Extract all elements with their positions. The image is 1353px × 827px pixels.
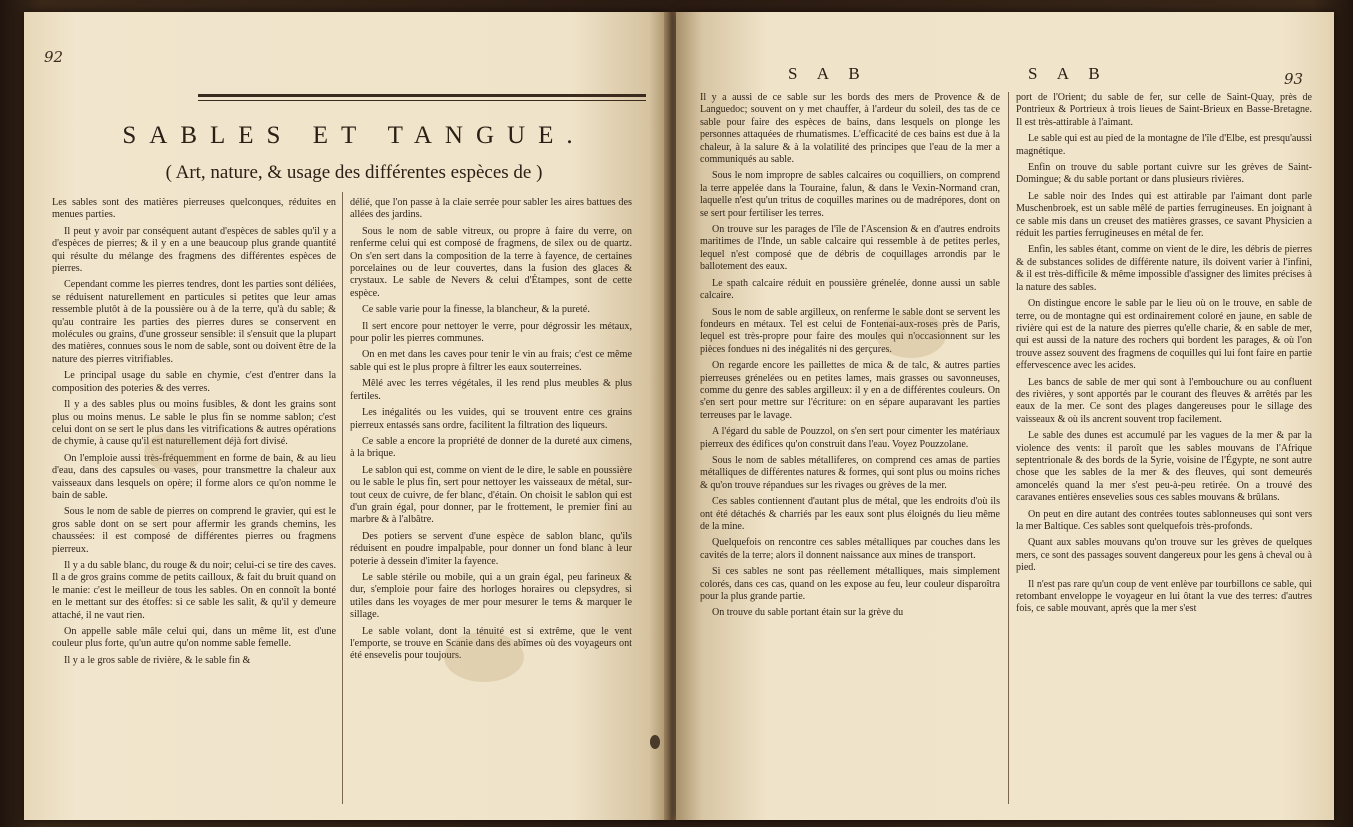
running-head-left: S A B — [788, 64, 868, 83]
paragraph: A l'égard du sable de Pouzzol, on s'en sert pour cimenter les matériaux pierreux des édifices qu'on construit dans l'eau. Voyez Pouzzolane. — [700, 426, 1000, 450]
paragraph: Le sable noir des Indes qui est attirable par l'aimant dont parle Muschenbroek, est un sable mêlé de parties ferrugineuses. En joignant à ce sable mis dans un creuset des matières grasses, ce savant Physicien a réduit les parties ferrugineuses en métal de fer. — [1016, 190, 1312, 240]
paragraph: On trouve du sable portant étain sur la grève du — [712, 607, 904, 619]
paragraph: Sous le nom de sables métalliferes, on comprend ces amas de parties métalliques de différentes natures & formes, qui sont plus ou moins riches & qu'on trouve répandues sur les rivages ou grèves de la mer. — [700, 454, 1000, 491]
paper-stain — [444, 632, 524, 682]
paragraph: On trouve sur les parages de l'île de l'Ascension & en d'autres endroits maritimes de l'Inde, un sable calcaire qui ressemble à de petites perles, lequel n'est composé que de débris de coquillages arrondis par le ballotement des eaux. — [700, 224, 1000, 273]
column-divider — [342, 192, 343, 804]
right-column-2 — [1016, 92, 1312, 620]
paragraph: Il y a le gros sable de rivière, & le sable fin & — [64, 654, 251, 666]
header-rule-thin — [198, 100, 646, 101]
paragraph: Si ces sables ne sont pas réellement métalliques, mais simplement colorés, dans ces cas, quand on les expose au feu, leur couleur disparoîtra pour la plus grande partie. — [700, 566, 1000, 603]
paragraph: Sous le nom de sable argilleux, on renferme le sable dont se servent les fondeurs en métaux. Tel est celui de Fontenai-aux-roses près de Paris, lequel est très-propre pour faire des moules qui n'occasionnent sur les pièces fondues ni des inégalités ni des gerçures. — [700, 306, 1000, 355]
article-title: SABLES ET TANGUE. — [122, 122, 586, 149]
paragraph: On appelle sable mâle celui qui, dans un même lit, est d'une couleur plus forte, qu'un autre qu'on nomme sable femelle. — [52, 626, 336, 650]
paragraph: Il peut y avoir par conséquent autant d'espèces de sables qu'il y a d'espèces de pierres; & il y en a une beaucoup plus grande quantité qui résulte du mélange des fragmens des différentes espèces de pierres. — [52, 225, 336, 275]
paragraph: Des potiers se servent d'une espèce de sablon blanc, qu'ils réduisent en poudre impalpable, pour donner un fond blanc à leur poterie à dessein d'imiter la fayence. — [350, 530, 632, 567]
paragraph: délié, que l'on passe à la claie serrée pour sabler les aires battues des allées des jardins. — [350, 197, 632, 221]
paragraph: On distingue encore le sable par le lieu où on le trouve, en sable de terre, ou de montagne qui est ordinairement coloré en jaune, en sable de rivière qui est de la nature des pierres qu'elle charie, & en sable de mer, qui est aussi de la nature des rochers qui bordent les parages, & où l'on trouve assez souvent des fragmens de coquilles qui lui font faire en partie effervescence avec les acides. — [1016, 298, 1312, 372]
paragraph: Il y a des sables plus ou moins fusibles, & dont les grains sont plus ou moins menus. Le sable le plus fin se nomme sablon; c'est celui dont on se sert le plus dans les vitrifications & autres opérations de chymie, à cause qu'il est naturellement déjà fort divisé. — [52, 399, 336, 448]
paragraph: On l'emploie aussi très-fréquemment en forme de bain, & au lieu d'eau, dans des capsules ou vases, pour transmettre la chaleur aux vaisseaux dans lesquels on opère; il forme alors ce qu'on nomme le bain de sable. — [52, 452, 336, 501]
paragraph: Quelquefois on rencontre ces sables métalliques par couches dans les cavités de la terre; alors il donnent naissance aux mines de transport. — [700, 537, 1000, 561]
running-head-right: S A B — [1028, 64, 1108, 83]
left-column-2 — [350, 197, 632, 667]
paragraph: Les sables sont des matières pierreuses quelconques, réduites en menues parties. — [52, 197, 336, 221]
right-page-number: 93 — [1284, 70, 1304, 88]
paragraph: Il n'est pas rare qu'un coup de vent enlève par tourbillons ce sable, qui retombant enveloppe le voyageur en lui ôtant la vue des terres: d'autres fois, ce sable mouvant, après que la mer s'est — [1016, 578, 1312, 615]
left-page-number: 92 — [44, 48, 64, 66]
left-page — [24, 12, 668, 820]
paragraph: Sous le nom de sable vitreux, ou propre à faire du verre, on renferme celui qui est composé de fragmens, de silex ou de quartz. On s'en sert dans la composition de la terre à fayence, de certaines porcelaines ou de leur couvertes, dans la fusion des glaces & crystaux. Le sable de Nevers & celui d'Étampes, sont de cette espèce. — [350, 225, 632, 299]
paragraph: Enfin, les sables étant, comme on vient de le dire, les débris de pierres & de substances solides de différente nature, ils doivent varier à l'infini, & il est très-difficile & même impossible d'assigner des limites précises à la nature des sables. — [1016, 244, 1312, 293]
paper-stain — [876, 312, 946, 358]
paragraph: Les inégalités ou les vuides, qui se trouvent entre ces grains pierreux entassés sans ordre, facilitent la filtration des liqueurs. — [350, 407, 632, 431]
column-divider — [1008, 92, 1009, 804]
paragraph: Le principal usage du sable en chymie, c'est d'entrer dans la composition des poteries & des verres. — [52, 370, 336, 394]
paragraph: Mêlé avec les terres végétales, il les rend plus meubles & plus fertiles. — [350, 378, 632, 402]
paragraph: Cependant comme les pierres tendres, dont les parties sont déliées, se réduisent naturellement en particules si petites que leur amas ressemble plutôt à de la poussière ou à de la terre, qu'à du sable; & qu'au contraire les parties des pierres dures se conservent en molécules ou grains, d'une grosseur sensible: il s'ensuit que la plupart des matières, connues sous le nom de sable, sont ou doivent être de la nature des pierres vitrifiables. — [52, 279, 336, 365]
paragraph: Les bancs de sable de mer qui sont à l'embouchure ou au confluent des rivières, y sont apportés par le courant des fleuves & arrêtés par les eaux de la mer. Ce sont des plages dangereuses pour le sillage des vaisseaux & où ils ancrent souvent trop facilement. — [1016, 376, 1312, 425]
paragraph: On en met dans les caves pour tenir le vin au frais; c'est ce même sable qui est le plus propre à filtrer les eaux souterreines. — [350, 349, 632, 373]
paragraph: Le sable stérile ou mobile, qui a un grain égal, peu farineux & dur, s'emploie pour faire des horloges horaires ou clepsydres, si utiles dans les voyages de mer pour mesurer le tems & marquer le sillage. — [350, 571, 632, 621]
paper-stain — [144, 432, 204, 472]
paragraph: Sous le nom impropre de sables calcaires ou coquilliers, on comprend la terre appelée dans la Touraine, falun, & dans le Vexin-Normand cran, laquelle n'est qu'un tritus de coquilles marines ou de madrépores, dont on se sert pour fertiliser les terres. — [700, 170, 1000, 219]
paragraph: On regarde encore les paillettes de mica & de talc, & autres parties pierreuses grénelées ou en petites lames, mais grasses ou savonneuses, comme du genre des sables argilleux: il y en a de différentes couleurs. On s'en sert pour mettre sur l'écriture: on en sépare auparavant les parties terreuses par le lavage. — [700, 360, 1000, 421]
paragraph: Quant aux sables mouvans qu'on trouve sur les grèves de quelques mers, ce sont des passages souvent dangereux pour les gens à cheval ou à pied. — [1016, 537, 1312, 574]
paragraph: Il sert encore pour nettoyer le verre, pour dégrossir les métaux, pour polir les pierres communes. — [350, 320, 632, 345]
article-subtitle: ( Art, nature, & usage des différentes espèces de ) — [165, 162, 543, 183]
paragraph: port de l'Orient; du sable de fer, sur celle de Saint-Quay, près de Pontrieux & Portrieux à trois lieues de Saint-Brieux en Basse-Bretagne. Il est très-attirable à l'aimant. — [1016, 92, 1312, 128]
left-column-1 — [52, 197, 336, 671]
paragraph: Ce sable a encore la propriété de donner de la dureté aux cimens, à la brique. — [350, 435, 632, 460]
paragraph: Ces sables contiennent d'autant plus de métal, que les endroits d'où ils ont été détachés & charriés par les eaux sont plus éloignés du lieu même de la mine. — [700, 496, 1000, 532]
paragraph: Le sablon qui est, comme on vient de le dire, le sable en poussière ou le sable le plus fin, sert pour nettoyer les vaisseaux de métal, sur-tout ceux de cuivre, de fer blanc, d'étain. On choisit le sablon qui est d'un grain égal, pour donner, par le frottement, le premier fini au marbre & à l'albâtre. — [350, 464, 632, 526]
paragraph: On peut en dire autant des contrées toutes sablonneuses qui sont vers la mer Baltique. Ces sables sont quelquefois très-profonds. — [1016, 508, 1312, 532]
paragraph: Le sable qui est au pied de la montagne de l'île d'Elbe, est presqu'aussi magnétique. — [1016, 133, 1312, 157]
right-column-1 — [700, 92, 1000, 624]
paragraph: Il y a du sable blanc, du rouge & du noir; celui-ci se tire des caves. Il a de gros grains comme de petits cailloux, & fait du bruit quand on le manie: c'est le meilleur de tous les sables. On en connoît la bonté en le mettant sur des étoffes: si ce sable les salit, & qu'il y demeure attaché, il ne vaut rien. — [52, 559, 336, 621]
paragraph: Enfin on trouve du sable portant cuivre sur les grèves de Saint-Domingue; & du sable portant or dans plusieurs rivières. — [1016, 162, 1312, 186]
thumb-mark — [650, 735, 660, 749]
paragraph: Sous le nom de sable de pierres on comprend le gravier, qui est le gros sable dont on se sert pour affermir les grands chemins, les chaussées: il est composé de différentes pierres ou fragmens pierreux. — [52, 506, 336, 555]
paragraph: Ce sable varie pour la finesse, la blancheur, & la pureté. — [362, 304, 590, 316]
right-page — [676, 12, 1334, 820]
paragraph: Le sable volant, dont la ténuité est si extrême, que le vent l'emporte, se trouve en Scanie dans des abîmes où des voyageurs ont été ensevelis pour toujours. — [350, 625, 632, 662]
header-rule — [198, 94, 646, 97]
paragraph: Il y a aussi de ce sable sur les bords des mers de Provence & de Languedoc; souvent on y met chauffer, à l'ardeur du soleil, des tas de ce sable pour faire des espèces de bains, dans lesquels on plonge les personnes attaquées de rhumatismes. L'efficacité de ces bains est due à la chaleur, à la salure & à la volatilité des principes que l'eau de la mer a communiqués au sable. — [700, 92, 1000, 166]
paragraph: Le spath calcaire réduit en poussière grénelée, donne aussi un sable calcaire. — [700, 277, 1000, 302]
paragraph: Le sable des dunes est accumulé par les vagues de la mer & par la violence des vents: il paroît que les sables mouvans de l'Afrique septentrionale & des bords de la Syrie, voisine de l'Égypte, ne sont autre chose que les sables de la mer & des fleuves, qui sont demeurés amoncelés quand la mer s'est peu-à-peu retirée. On a trouvé des caravanes entières ensevelies sous ces sables mouvans & brûlans. — [1016, 430, 1312, 504]
